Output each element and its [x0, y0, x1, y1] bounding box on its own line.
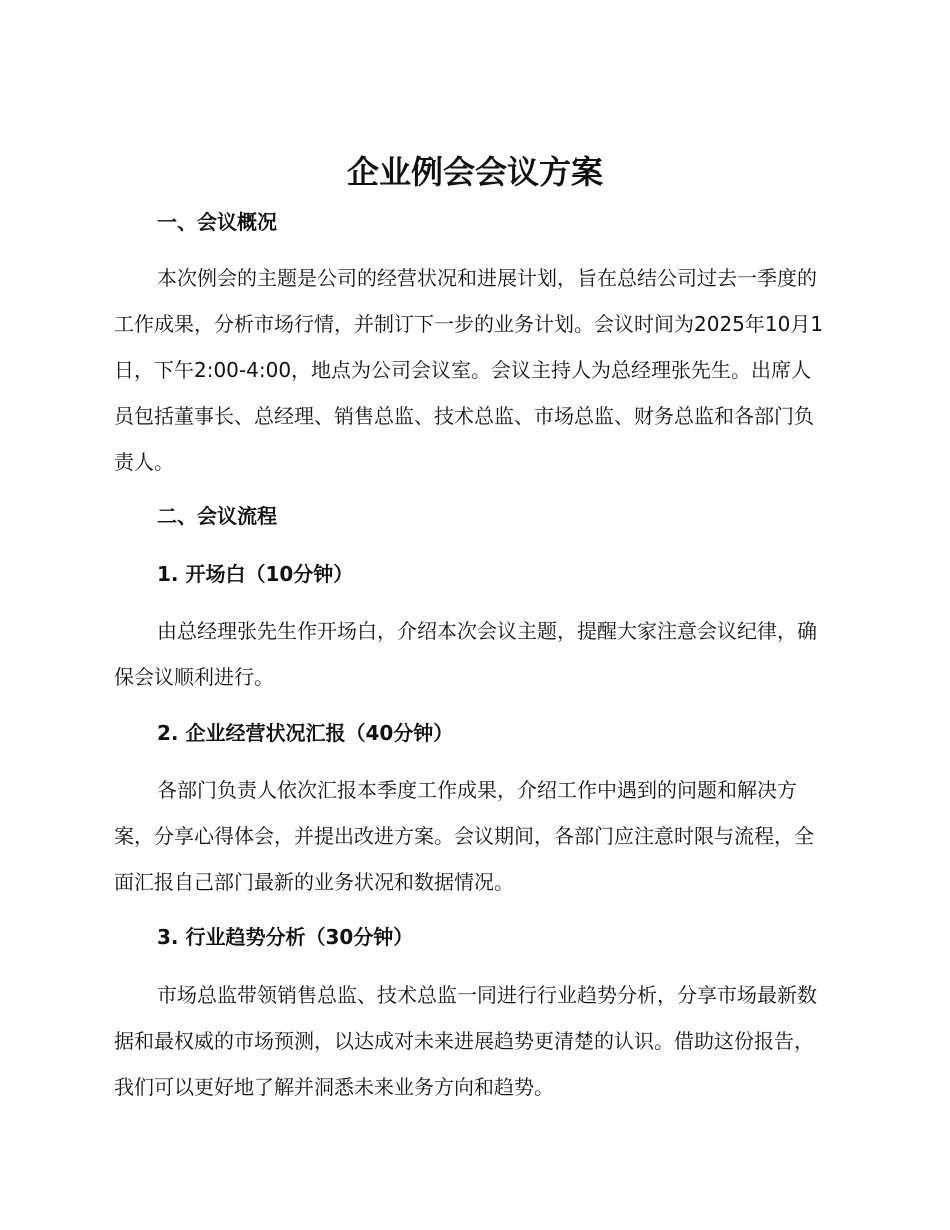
paragraph-business-report: 各部门负责人依次汇报本季度工作成果，介绍工作中遇到的问题和解决方案，分享心得体会，并提出改进方案。会议期间，各部门应注意时限与流程，全面汇报自己部门最新的业务状况和数据情况。 — [114, 778, 814, 894]
section-heading-overview: 一、会议概况 — [157, 210, 277, 234]
paragraph-opening: 由总经理张先生作开场白，介绍本次会议主题，提醒大家注意会议纪律，确保会议顺利进行。 — [114, 619, 817, 689]
subheading-business-report: 2. 企业经营状况汇报（40分钟） — [157, 721, 454, 745]
paragraph-overview: 本次例会的主题是公司的经营状况和进展计划，旨在总结公司过去一季度的工作成果，分析市场行情，并制订下一步的业务计划。会议时间为2025年10月1日，下午2:00-4:00，地点为公司会议室。会议主持人为总经理张先生。出席人员包括董事长、总经理、销售总监、技术总监、市场总监、财务总监和各部门负责人。 — [114, 266, 824, 474]
section-heading-process: 二、会议流程 — [157, 504, 277, 528]
document-title: 企业例会会议方案 — [346, 153, 603, 191]
subheading-opening: 1. 开场白（10分钟） — [157, 562, 354, 586]
paragraph-industry-trends: 市场总监带领销售总监、技术总监一同进行行业趋势分析，分享市场最新数据和最权威的市场预测，以达成对未来进展趋势更清楚的认识。借助这份报告，我们可以更好地了解并洞悉未来业务方向和趋势。 — [114, 983, 817, 1099]
subheading-industry-trends: 3. 行业趋势分析（30分钟） — [157, 925, 414, 949]
